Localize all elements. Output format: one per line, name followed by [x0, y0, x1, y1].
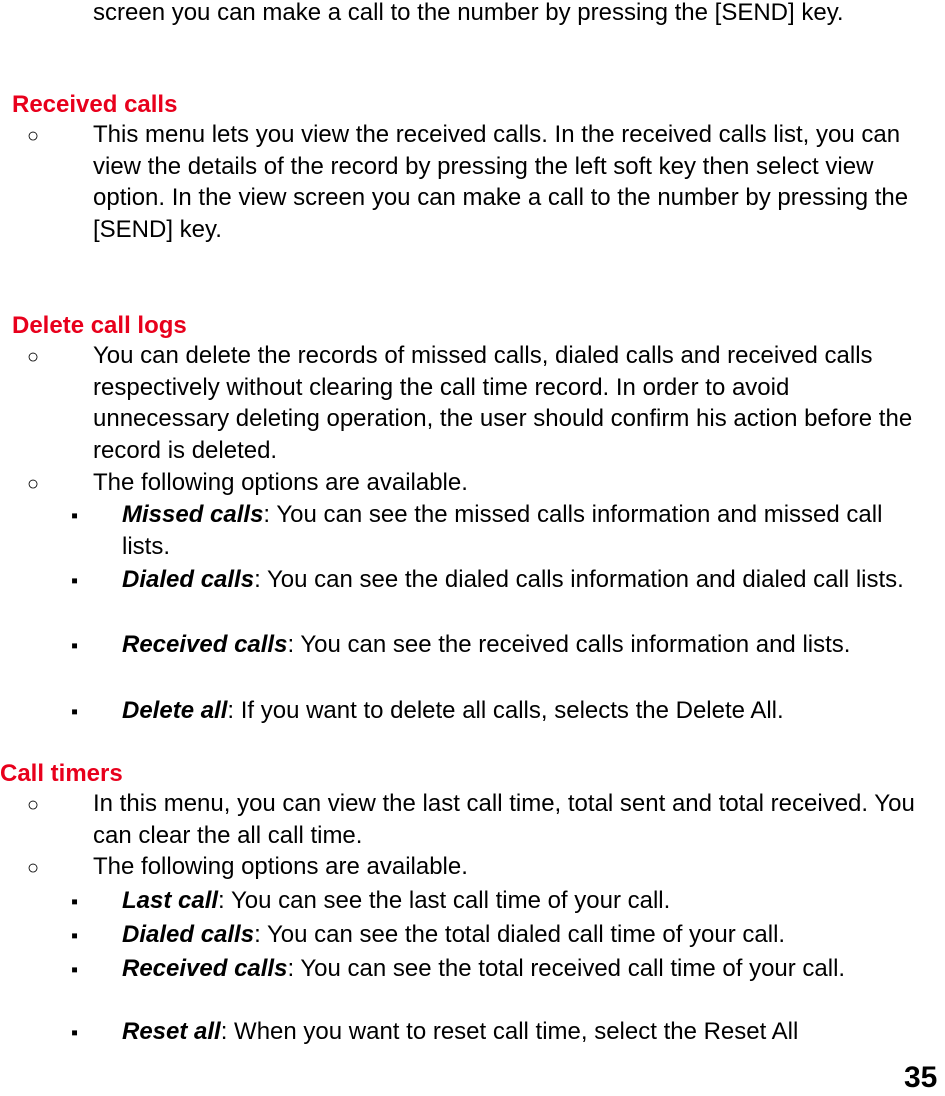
- circle-bullet-icon: ○: [27, 125, 40, 147]
- option-term: Last call: [122, 887, 219, 914]
- option-term: Dialed calls: [122, 566, 255, 593]
- square-bullet-icon: ▪: [71, 891, 79, 913]
- option-dialed-calls: [122, 564, 912, 596]
- circle-bullet-icon: ○: [27, 794, 40, 816]
- option-term: Missed calls: [122, 501, 264, 528]
- delete-call-logs-heading: Delete call logs: [12, 312, 187, 339]
- option-received-calls: [122, 629, 912, 661]
- square-bullet-icon: ▪: [71, 925, 79, 947]
- circle-bullet-icon: ○: [27, 473, 40, 495]
- option-description: : When you want to reset call time, select the Reset All: [220, 1018, 799, 1045]
- square-bullet-icon: ▪: [71, 570, 79, 592]
- option-last-call: [122, 885, 912, 917]
- received-calls-paragraph: This menu lets you view the received calls. In the received calls list, you can view the details of the record by pressing the left soft key then select view option. In the view screen you can make a call to the number by pressing the [SEND] key.: [93, 121, 909, 243]
- square-bullet-icon: ▪: [71, 959, 79, 981]
- option-delete-all: [122, 695, 912, 727]
- option-dialed-calls-timer: [122, 919, 912, 951]
- timer-options-intro: The following options are available.: [93, 853, 468, 880]
- square-bullet-icon: ▪: [71, 635, 79, 657]
- square-bullet-icon: ▪: [71, 1022, 79, 1044]
- option-description: : You can see the received calls information and lists.: [287, 631, 851, 658]
- option-missed-calls: [122, 499, 912, 562]
- received-calls-heading: Received calls: [12, 91, 178, 118]
- option-received-calls-timer: [122, 953, 912, 985]
- circle-bullet-icon: ○: [27, 346, 40, 368]
- option-term: Received calls: [122, 955, 288, 982]
- call-timers-heading: Call timers: [0, 760, 123, 787]
- circle-bullet-icon: ○: [27, 857, 40, 879]
- option-description: : You can see the last call time of your call.: [218, 887, 671, 914]
- option-term: Reset all: [122, 1018, 221, 1045]
- option-term: Dialed calls: [122, 921, 255, 948]
- option-description: : You can see the dialed calls information and dialed call lists.: [254, 566, 904, 593]
- option-term: Received calls: [122, 631, 288, 658]
- call-timers-paragraph: In this menu, you can view the last call time, total sent and total received. You can clear the all call time.: [93, 790, 915, 849]
- option-reset-all: [122, 1016, 912, 1048]
- delete-options-intro: The following options are available.: [93, 469, 468, 496]
- square-bullet-icon: ▪: [71, 505, 79, 527]
- option-description: : You can see the total received call time of your call.: [287, 955, 846, 982]
- delete-call-logs-paragraph: You can delete the records of missed calls, dialed calls and received calls respectively without clearing the call time record. In order to avoid unnecessary deleting operation, the user should confirm his action before the record is deleted.: [93, 342, 913, 464]
- option-description: : You can see the total dialed call time of your call.: [254, 921, 786, 948]
- page-number: 35: [904, 1061, 938, 1094]
- option-description: : If you want to delete all calls, selects the Delete All.: [227, 697, 784, 724]
- square-bullet-icon: ▪: [71, 701, 79, 723]
- option-term: Delete all: [122, 697, 228, 724]
- option-description: : You can see the missed calls information and missed call lists.: [122, 501, 883, 560]
- intro-paragraph: screen you can make a call to the number by pressing the [SEND] key.: [93, 0, 844, 26]
